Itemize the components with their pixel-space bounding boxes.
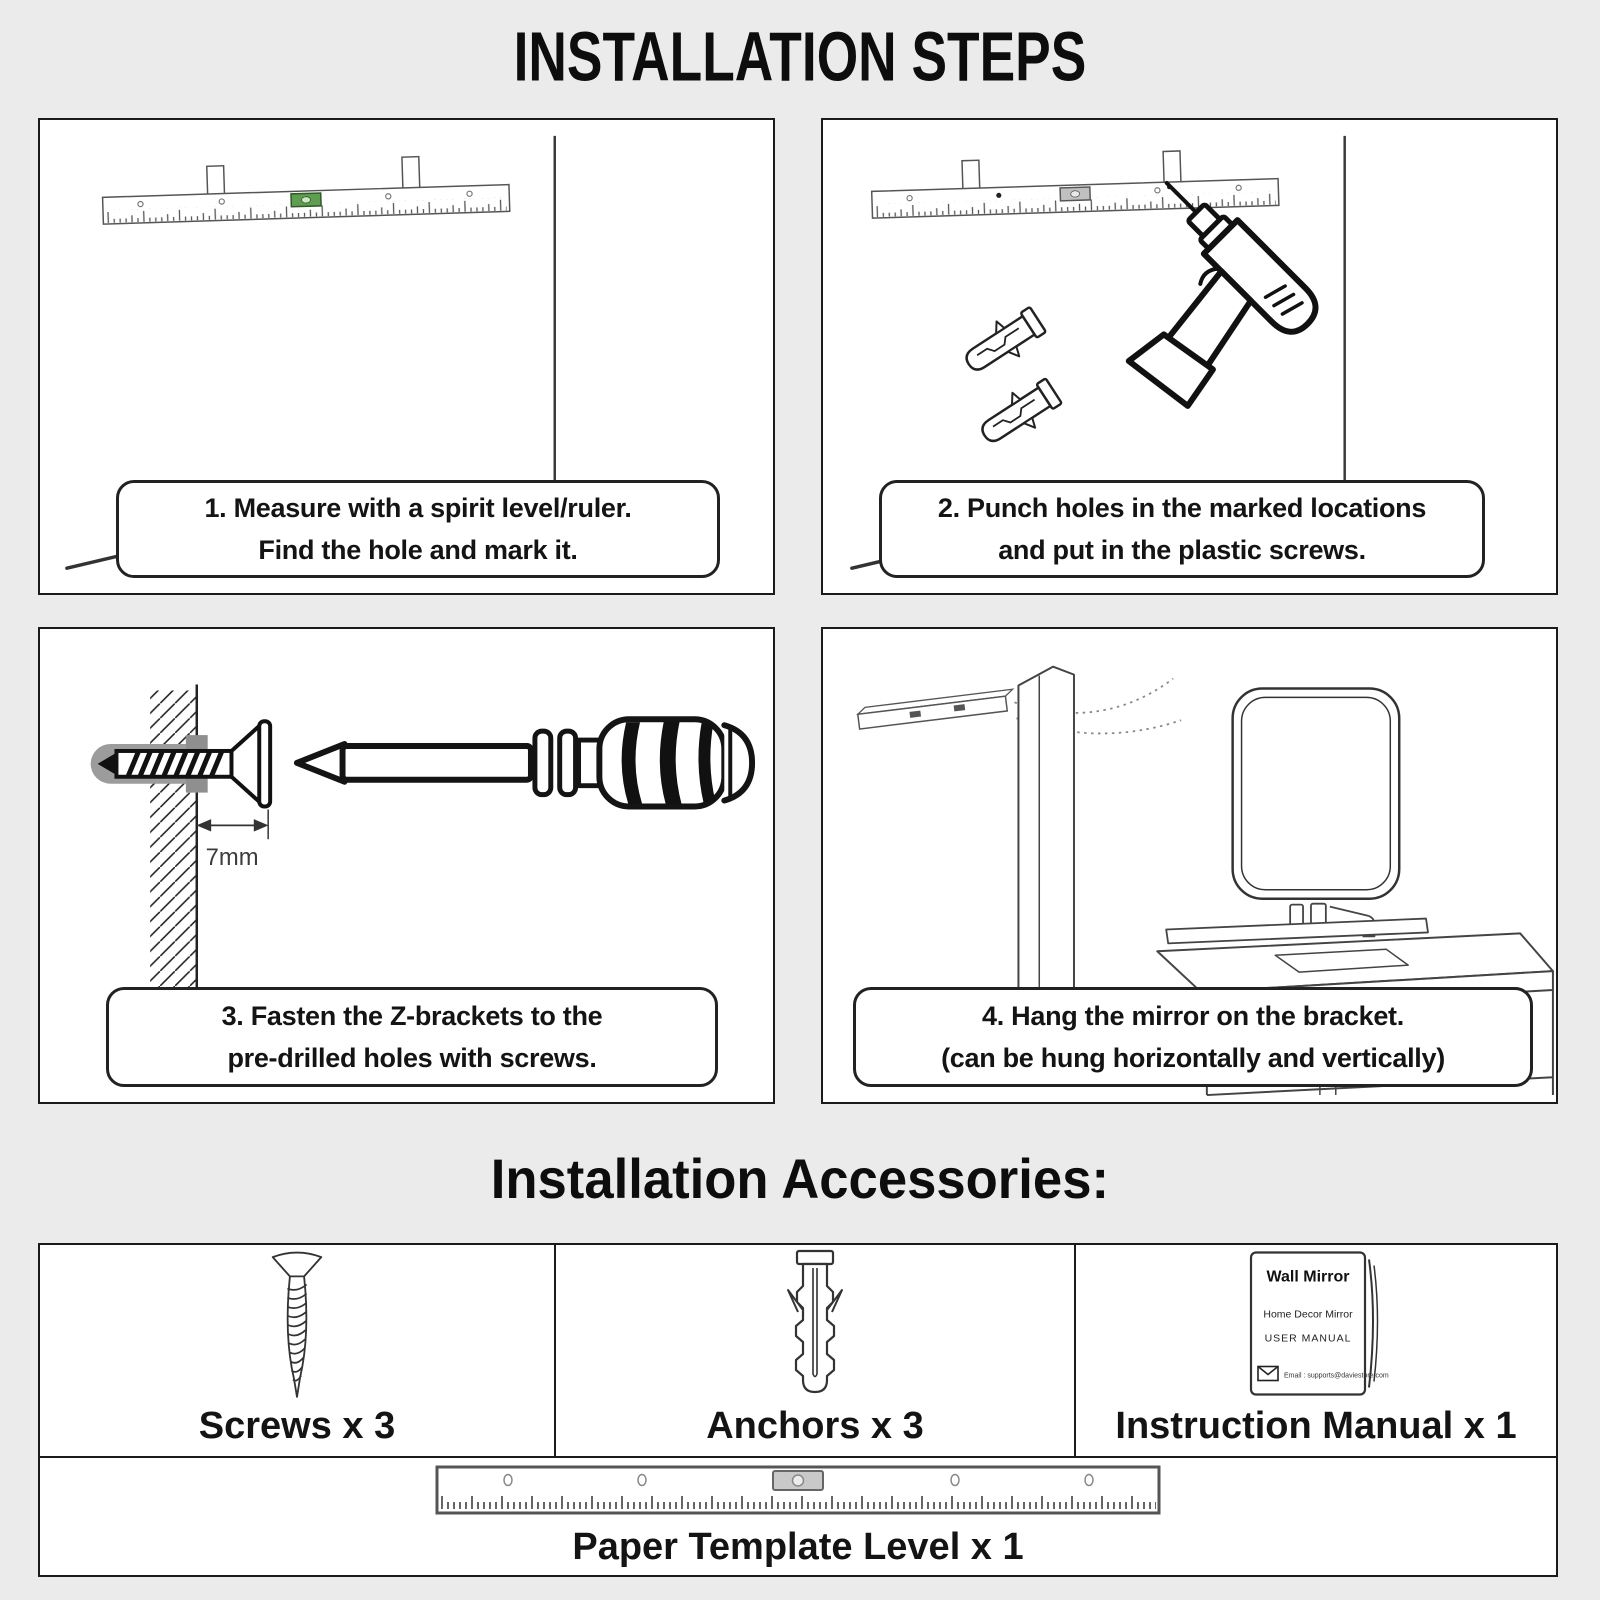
step-panel-1 xyxy=(38,118,775,595)
accessory-cell-screws xyxy=(40,1245,556,1458)
step1-caption xyxy=(116,480,720,578)
dimension-label: 7mm xyxy=(205,844,259,872)
dimension-arrow xyxy=(198,809,268,839)
manual-cover-email: Email : supports@daviestore.com xyxy=(1284,1372,1389,1380)
manual-cover-subtitle: Home Decor Mirror xyxy=(1263,1308,1353,1321)
screwdriver-icon xyxy=(297,719,752,806)
spirit-level-ruler-icon xyxy=(871,148,1279,218)
manual-icon xyxy=(1241,1246,1391,1404)
step2-caption-line1: 2. Punch holes in the marked locations xyxy=(937,493,1427,523)
accessory-cell-manual xyxy=(1076,1245,1556,1458)
accessory-label-manual: Instruction Manual x 1 xyxy=(1115,1405,1517,1447)
spirit-level-ruler-icon xyxy=(102,154,510,224)
anchor-icon-wrap xyxy=(770,1245,860,1405)
step4-caption-line1: 4. Hang the mirror on the bracket. xyxy=(982,1001,1404,1031)
page-title-text: INSTALLATION STEPS xyxy=(513,18,1087,97)
manual-cover-title: Wall Mirror xyxy=(1266,1268,1350,1286)
mirror-front-view xyxy=(1233,688,1400,898)
wall-anchor-icon xyxy=(957,302,1049,382)
step2-caption xyxy=(879,480,1485,578)
step1-caption-line2: Find the hole and mark it. xyxy=(258,535,578,565)
step3-caption-line2: pre-drilled holes with screws. xyxy=(227,1043,597,1073)
step4-caption xyxy=(853,987,1533,1087)
accessories-heading xyxy=(0,1146,1600,1211)
screw-icon xyxy=(252,1245,342,1405)
accessory-label-template-level: Paper Template Level x 1 xyxy=(572,1526,1024,1568)
accessories-table xyxy=(38,1243,1558,1577)
page-title xyxy=(0,18,1600,97)
manual-icon-wrap xyxy=(1241,1245,1391,1405)
template-level-icon xyxy=(428,1464,1168,1518)
manual-cover-type: USER MANUAL xyxy=(1264,1332,1352,1345)
step-panel-4 xyxy=(821,627,1558,1104)
accessory-cell-template-level xyxy=(40,1458,1556,1575)
step-panel-2 xyxy=(821,118,1558,595)
z-bracket-icon xyxy=(402,157,420,192)
anchor-icon xyxy=(770,1245,860,1405)
wall-bracket-strip-icon xyxy=(857,689,1015,729)
step4-caption-line2: (can be hung horizontally and vertically) xyxy=(941,1043,1445,1073)
step-panel-3 xyxy=(38,627,775,1104)
step2-caption-line2: and put in the plastic screws. xyxy=(998,535,1366,565)
wall-anchor-icon xyxy=(973,373,1065,453)
z-bracket-icon xyxy=(1163,151,1181,186)
accessory-label-screws: Screws x 3 xyxy=(198,1405,396,1447)
step3-caption xyxy=(106,987,718,1087)
step3-caption-line1: 3. Fasten the Z-brackets to the xyxy=(221,1001,603,1031)
accessories-heading-text: Installation Accessories: xyxy=(490,1147,1110,1210)
accessory-cell-anchors xyxy=(556,1245,1076,1458)
screw-icon-wrap xyxy=(252,1245,342,1405)
accessory-label-anchors: Anchors x 3 xyxy=(706,1405,924,1447)
step1-caption-line1: 1. Measure with a spirit level/ruler. xyxy=(204,493,632,523)
